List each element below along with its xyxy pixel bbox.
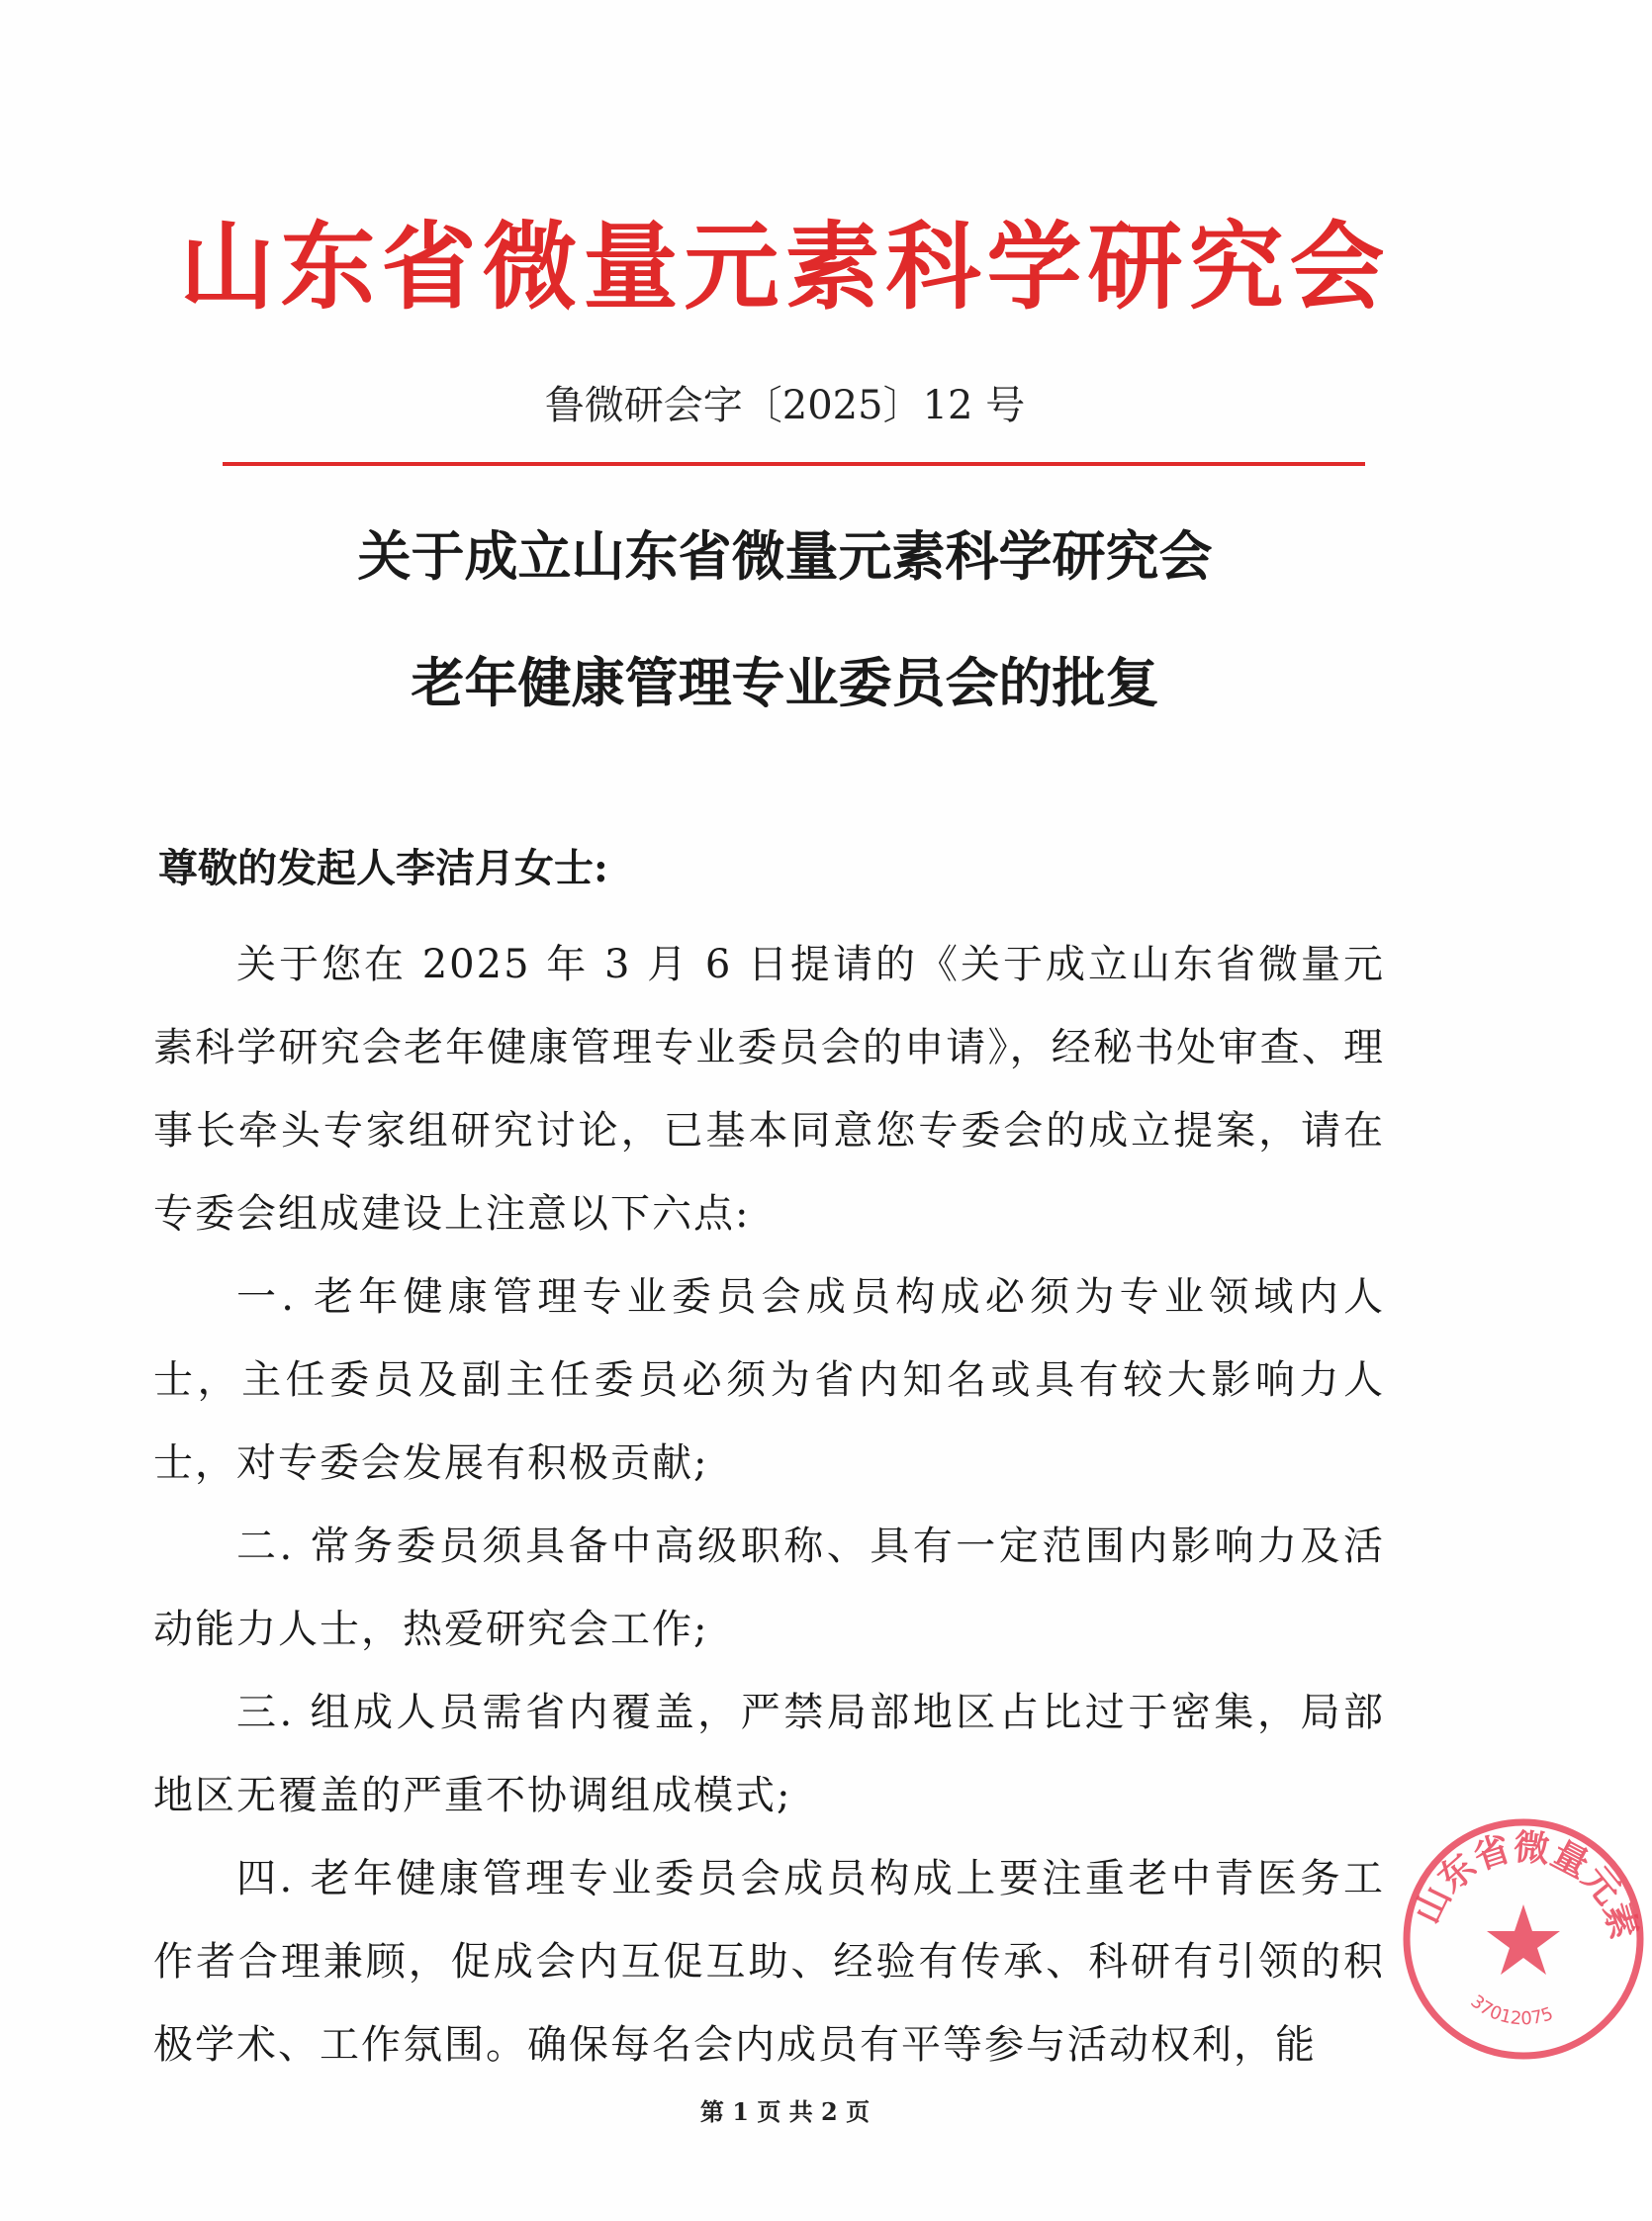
letterhead-divider xyxy=(223,462,1365,466)
document-title-line-1: 关于成立山东省微量元素科学研究会 xyxy=(357,524,1213,588)
document-body xyxy=(153,923,1385,2086)
document-title-line-2: 老年健康管理专业委员会的批复 xyxy=(411,651,1159,714)
seal-star-icon xyxy=(1487,1904,1560,1975)
paragraph-item-2: 二. 常务委员须具备中高级职称、具有一定范围内影响力及活动能力人士，热爱研究会工作; xyxy=(153,1524,1385,1652)
paragraph-intro: 关于您在 2025 年 3 月 6 日提请的《关于成立山东省微量元素科学研究会老年健康管理专业委员会的申请》，经秘书处审查、理事长牵头专家组研究讨论，已基本同意您专委会的成立提案，请在专委会组成建设上注意以下六点: xyxy=(153,942,1385,1237)
paragraph-item-1: 一. 老年健康管理专业委员会成员构成必须为专业领域内人士，主任委员及副主任委员必须为省内知名或具有较大影响力人士，对专委会发展有积极贡献; xyxy=(153,1274,1385,1486)
seal-code: 37012075 xyxy=(1466,1990,1556,2030)
seal-arc-text: 山东省微量元素 xyxy=(1406,1825,1646,1944)
document-number: 鲁微研会字〔2025〕12 号 xyxy=(544,383,1026,428)
paragraph-item-3: 三. 组成人员需省内覆盖，严禁局部地区占比过于密集，局部地区无覆盖的严重不协调组成模式; xyxy=(153,1690,1385,1818)
official-seal-stamp xyxy=(1395,1810,1652,2068)
salutation: 尊敬的发起人李洁月女士: xyxy=(158,845,608,891)
paragraph-item-4: 四. 老年健康管理专业委员会成员构成上要注重老中青医务工作者合理兼顾，促成会内互促互助、经验有传承、科研有引领的积极学术、工作氛围。确保每名会内成员有平等参与活动权利，能 xyxy=(153,1856,1385,2068)
page-number-footer: 第 1 页 共 2 页 xyxy=(699,2097,871,2126)
organization-letterhead: 山东省微量元素科学研究会 xyxy=(179,212,1391,323)
